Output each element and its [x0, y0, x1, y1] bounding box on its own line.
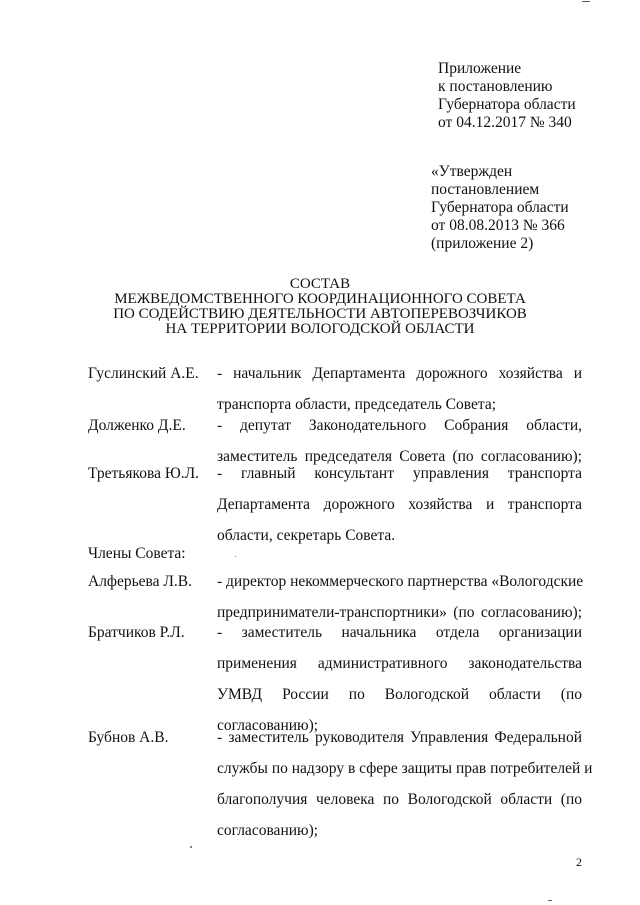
role-line: заместитель председателя Совета (по согласованию); [217, 448, 582, 465]
appendix-line: Приложение [438, 60, 522, 77]
document-title [0, 277, 640, 337]
approval-line: от 08.08.2013 № 366 [431, 217, 565, 234]
role-line: Департамента дорожного хозяйства и транспорта [217, 496, 582, 513]
member-role [217, 465, 582, 558]
role-line: согласованию); [217, 822, 319, 839]
title-line: НА ТЕРРИТОРИИ ВОЛОГОДСКОЙ ОБЛАСТИ [165, 321, 475, 337]
appendix-header [438, 60, 576, 132]
approval-line: постановлением [431, 181, 540, 198]
role-line: транспорта области, председатель Совета; [217, 396, 497, 413]
role-line: - заместитель начальника отдела организации [217, 624, 582, 641]
approval-line: (приложение 2) [431, 235, 534, 252]
role-line: УМВД России по Вологодской области (по [217, 686, 582, 703]
member-name: Бубнов А.В. [88, 729, 169, 746]
scan-speck [548, 900, 552, 901]
members-heading: Члены Совета: [88, 545, 186, 562]
page-number: 2 [576, 855, 582, 869]
title-line: МЕЖВЕДОМСТВЕННОГО КООРДИНАЦИОННОГО СОВЕТА [114, 291, 526, 307]
scan-speck [190, 846, 192, 848]
member-role [217, 729, 593, 853]
role-line: благополучия человека по Вологодской области (по [217, 791, 582, 808]
role-line: службы по надзору в сфере защиты прав потребителей и [217, 760, 593, 777]
member-name: Долженко Д.Е. [88, 417, 186, 434]
approval-line: Губернатора области [431, 199, 569, 216]
appendix-line: Губернатора области [438, 96, 576, 113]
member-name: Алферьева Л.В. [88, 573, 193, 590]
appendix-line: к постановлению [438, 78, 553, 95]
role-line: - заместитель руководителя Управления Федеральной [217, 729, 582, 746]
role-line: области, секретарь Совета. [217, 527, 396, 544]
member-name: Братчиков Р.Л. [88, 624, 185, 641]
role-line: предприниматели-транспортники» (по согласованию); [217, 604, 582, 621]
role-line: - начальник Департамента дорожного хозяйства и [217, 365, 582, 382]
member-name: Третьякова Ю.Л. [88, 465, 200, 482]
role-line: применения административного законодательства [217, 655, 582, 672]
role-line: - главный консультант управления транспорта [217, 465, 582, 482]
member-name: Гуслинский А.Е. [88, 365, 199, 382]
role-line: - депутат Законодательного Собрания области, [217, 417, 582, 434]
scan-speck [235, 556, 236, 557]
scan-speck [582, 1, 590, 2]
approval-block [431, 163, 569, 253]
appendix-line: от 04.12.2017 № 340 [438, 114, 572, 131]
role-line: согласованию); [217, 717, 319, 734]
title-line: ПО СОДЕЙСТВИЮ ДЕЯТЕЛЬНОСТИ АВТОПЕРЕВОЗЧИКОВ [113, 306, 527, 322]
role-line: - директор некоммерческого партнерства «Вологодские [217, 573, 584, 590]
approval-line: «Утвержден [431, 163, 513, 180]
title-line: СОСТАВ [289, 276, 351, 292]
